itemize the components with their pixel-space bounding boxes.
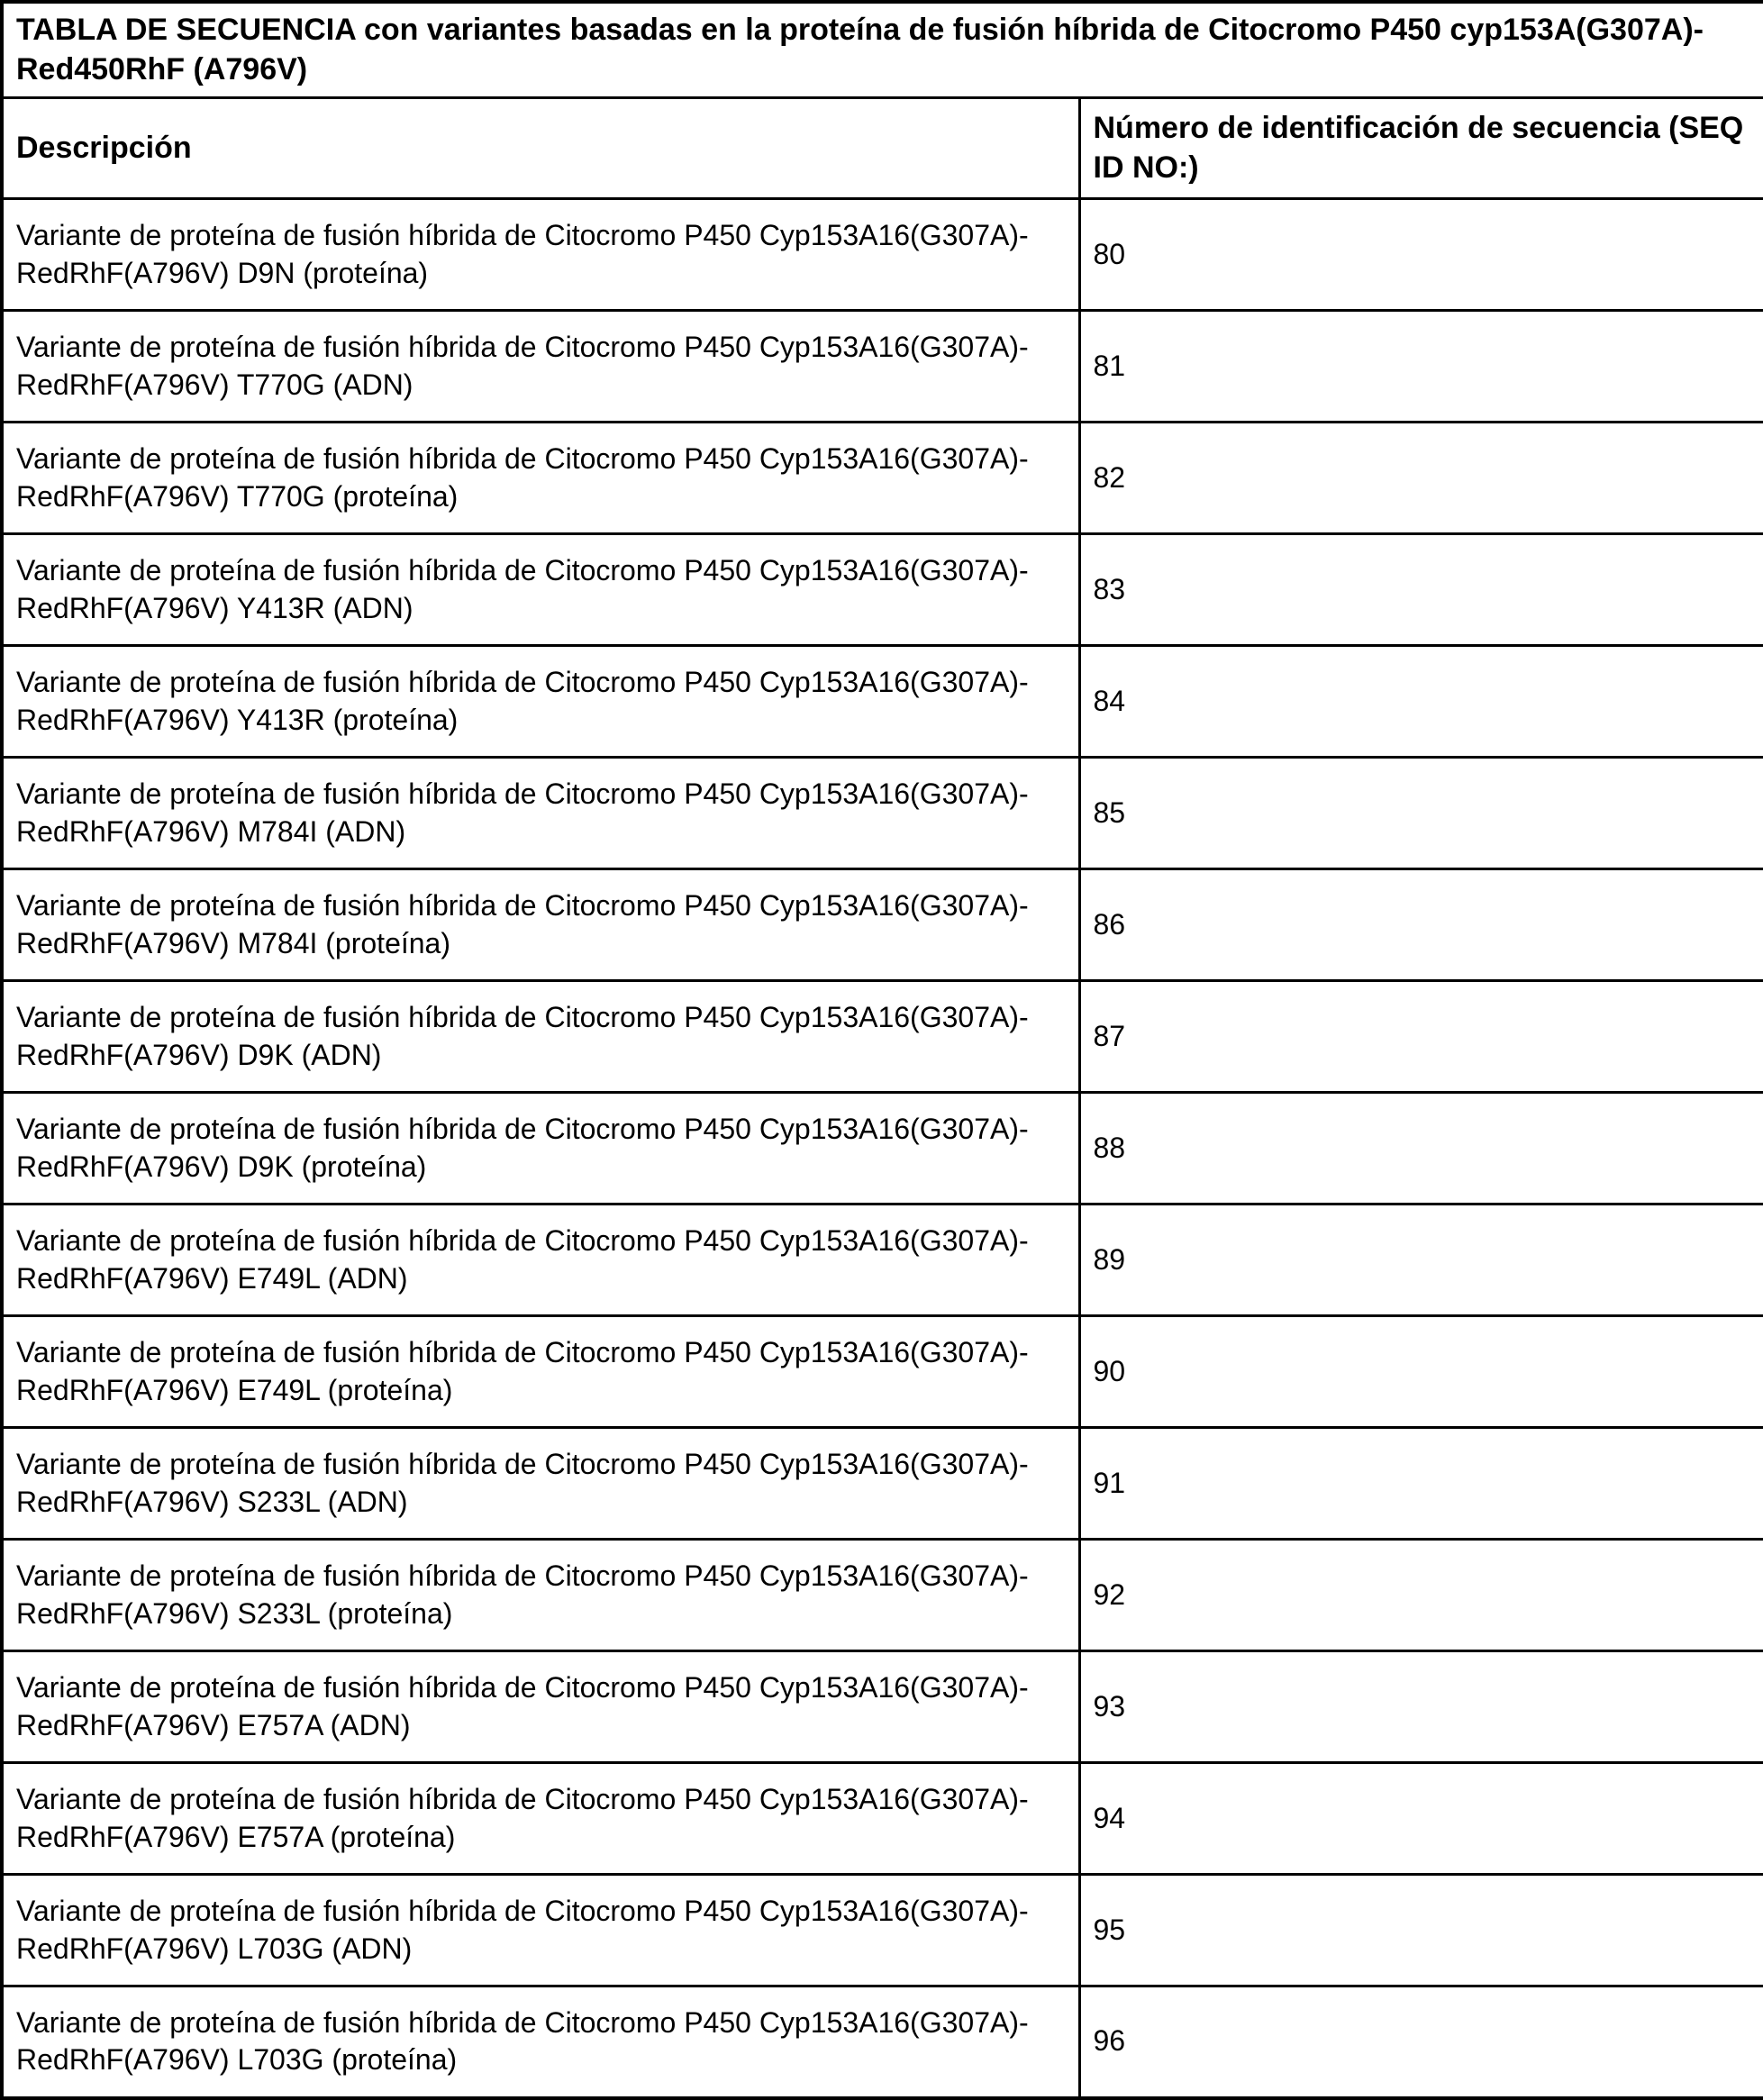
- table-body: [2, 199, 1763, 2098]
- seq-id-cell: 89: [1079, 1205, 1763, 1316]
- seq-id-cell: 82: [1079, 423, 1763, 534]
- description-cell: Variante de proteína de fusión híbrida de Citocromo P450 Cyp153A16(G307A)-RedRhF(A796V) T770G (ADN): [2, 311, 1079, 423]
- description-cell: Variante de proteína de fusión híbrida de Citocromo P450 Cyp153A16(G307A)-RedRhF(A796V) E757A (ADN): [2, 1651, 1079, 1763]
- seq-id-cell: 88: [1079, 1093, 1763, 1205]
- description-cell: Variante de proteína de fusión híbrida de Citocromo P450 Cyp153A16(G307A)-RedRhF(A796V) Y413R (ADN): [2, 534, 1079, 646]
- table-header-row: [2, 98, 1763, 199]
- table-row: [2, 199, 1763, 311]
- seq-id-cell: 81: [1079, 311, 1763, 423]
- description-cell: Variante de proteína de fusión híbrida de Citocromo P450 Cyp153A16(G307A)-RedRhF(A796V) S233L (ADN): [2, 1428, 1079, 1540]
- table-row: [2, 646, 1763, 758]
- seq-id-cell: 83: [1079, 534, 1763, 646]
- table-row: [2, 1316, 1763, 1428]
- table-row: [2, 311, 1763, 423]
- description-cell: Variante de proteína de fusión híbrida de Citocromo P450 Cyp153A16(G307A)-RedRhF(A796V) E749L (ADN): [2, 1205, 1079, 1316]
- description-cell: Variante de proteína de fusión híbrida de Citocromo P450 Cyp153A16(G307A)-RedRhF(A796V) M784I (proteína): [2, 869, 1079, 981]
- table-row: [2, 1205, 1763, 1316]
- seq-id-cell: 80: [1079, 199, 1763, 311]
- description-cell: Variante de proteína de fusión híbrida de Citocromo P450 Cyp153A16(G307A)-RedRhF(A796V) E757A (proteína): [2, 1763, 1079, 1875]
- table-row: [2, 1428, 1763, 1540]
- description-cell: Variante de proteína de fusión híbrida de Citocromo P450 Cyp153A16(G307A)-RedRhF(A796V) L703G (proteína): [2, 1986, 1079, 2098]
- seq-id-cell: 93: [1079, 1651, 1763, 1763]
- table-row: [2, 423, 1763, 534]
- description-cell: Variante de proteína de fusión híbrida de Citocromo P450 Cyp153A16(G307A)-RedRhF(A796V) E749L (proteína): [2, 1316, 1079, 1428]
- table-row: [2, 534, 1763, 646]
- seq-id-cell: 90: [1079, 1316, 1763, 1428]
- seq-id-cell: 86: [1079, 869, 1763, 981]
- table-row: [2, 758, 1763, 869]
- description-cell: Variante de proteína de fusión híbrida de Citocromo P450 Cyp153A16(G307A)-RedRhF(A796V) S233L (proteína): [2, 1540, 1079, 1651]
- table-row: [2, 981, 1763, 1093]
- table-row: [2, 869, 1763, 981]
- description-cell: Variante de proteína de fusión híbrida de Citocromo P450 Cyp153A16(G307A)-RedRhF(A796V) D9K (ADN): [2, 981, 1079, 1093]
- table-row: [2, 1763, 1763, 1875]
- description-cell: Variante de proteína de fusión híbrida de Citocromo P450 Cyp153A16(G307A)-RedRhF(A796V) Y413R (proteína): [2, 646, 1079, 758]
- seq-id-cell: 94: [1079, 1763, 1763, 1875]
- seq-id-cell: 95: [1079, 1875, 1763, 1986]
- table-row: [2, 1651, 1763, 1763]
- table-row: [2, 1540, 1763, 1651]
- seq-id-cell: 84: [1079, 646, 1763, 758]
- table-row: [2, 1986, 1763, 2098]
- seq-id-cell: 96: [1079, 1986, 1763, 2098]
- table-row: [2, 1875, 1763, 1986]
- seq-id-cell: 91: [1079, 1428, 1763, 1540]
- seq-id-cell: 85: [1079, 758, 1763, 869]
- seq-id-cell: 92: [1079, 1540, 1763, 1651]
- column-header-description: Descripción: [2, 98, 1079, 199]
- description-cell: Variante de proteína de fusión híbrida de Citocromo P450 Cyp153A16(G307A)-RedRhF(A796V) D9N (proteína): [2, 199, 1079, 311]
- description-cell: Variante de proteína de fusión híbrida de Citocromo P450 Cyp153A16(G307A)-RedRhF(A796V) L703G (ADN): [2, 1875, 1079, 1986]
- table-title: TABLA DE SECUENCIA con variantes basadas en la proteína de fusión híbrida de Citocromo P450 cyp153A(G307A)-Red450RhF (A796V): [2, 2, 1763, 98]
- table-title-row: [2, 2, 1763, 98]
- description-cell: Variante de proteína de fusión híbrida de Citocromo P450 Cyp153A16(G307A)-RedRhF(A796V) T770G (proteína): [2, 423, 1079, 534]
- seq-id-cell: 87: [1079, 981, 1763, 1093]
- description-cell: Variante de proteína de fusión híbrida de Citocromo P450 Cyp153A16(G307A)-RedRhF(A796V) D9K (proteína): [2, 1093, 1079, 1205]
- column-header-seq-id: Número de identificación de secuencia (SEQ ID NO:): [1079, 98, 1763, 199]
- description-cell: Variante de proteína de fusión híbrida de Citocromo P450 Cyp153A16(G307A)-RedRhF(A796V) M784I (ADN): [2, 758, 1079, 869]
- table-row: [2, 1093, 1763, 1205]
